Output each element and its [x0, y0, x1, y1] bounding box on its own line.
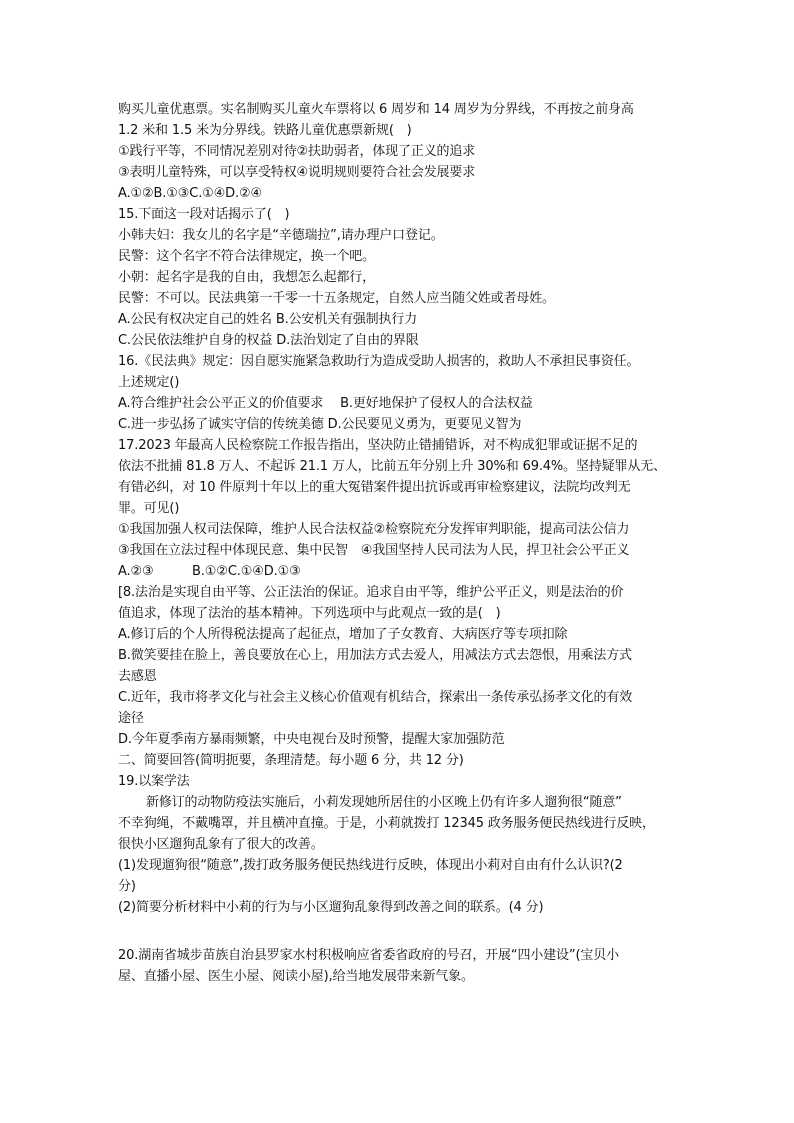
- section-heading: 二、简要回答(简明扼要，条理清楚。每小题 6 分，共 12 分): [118, 753, 464, 768]
- text-line: 屋、直播小屋、医生小屋、阅读小屋),给当地发展带来新气象。: [118, 969, 474, 984]
- question-16: 16.《民法典》规定：因自愿实施紧急救助行为造成受助人损害的，救助人不承担民事资任。: [118, 354, 640, 369]
- question-18: [8.法治是实现自由平等、公正法治的保证。追求自由平等，维护公平正义，则是法治的价: [118, 585, 624, 600]
- answer-option-d: D.今年夏季南方暴雨频繁，中央电视台及时预警，提醒大家加强防范: [118, 732, 505, 747]
- text-line: ③我国在立法过程中体现民意、集中民智 ④我国坚持人民司法为人民，捍卫社会公平正义: [118, 543, 630, 558]
- text-line: 有错必纠，对 10 件原判十年以上的重大冤错案件提出抗诉或再审检察建议，法院均改判无: [118, 480, 631, 495]
- text-line: 去感恩: [118, 669, 157, 684]
- answer-options: C.进一步弘扬了诚实守信的传统美德 D.公民要见义勇为，更要见义智为: [118, 417, 522, 432]
- text-line: 1.2 米和 1.5 米为分界线。铁路儿童优惠票新规( ): [118, 123, 412, 138]
- answer-option-a: A.修订后的个人所得税法提高了起征点，增加了子女教育、大病医疗等专项扣除: [118, 627, 568, 642]
- text-line: ③表明儿童特殊，可以享受特权④说明规则要符合社会发展要求: [118, 165, 476, 180]
- text-line: 小朝：起名字是我的自由，我想怎么起都行，: [118, 270, 376, 285]
- text-line: 依法不批捕 81.8 万人、不起诉 21.1 万人，比前五年分别上升 30%和 69.4%。坚持疑罪从无、: [118, 459, 666, 474]
- answer-options: A.符合维护社会公平正义的价值要求 B.更好地保护了侵权人的合法权益: [118, 396, 533, 411]
- sub-question-1: (1)发现遛狗很“随意”,拨打政务服务便民热线进行反映，体现出小莉对自由有什么认识?(2: [118, 858, 623, 873]
- text-line: 分): [118, 879, 136, 894]
- text-line: 罪。可见(): [118, 501, 180, 516]
- text-line: 新修订的动物防疫法实施后，小莉发现她所居住的小区晚上仍有许多人遛狗很“随意”: [146, 795, 622, 810]
- answer-options: C.公民依法维护自身的权益 D.法治划定了自由的界限: [118, 333, 419, 348]
- text-line: 上述规定(): [118, 375, 180, 390]
- answer-options: A.①②B.①③C.①④D.②④: [118, 186, 263, 201]
- document-body: [118, 99, 688, 987]
- text-line: ①践行平等，不同情况差别对待②扶助弱者，体现了正义的追求: [118, 144, 476, 159]
- text-line: 民警：这个名字不符合法律规定，换一个吧。: [118, 249, 376, 264]
- blank-space: [118, 918, 688, 945]
- text-line: ①我国加强人权司法保障，维护人民合法权益②检察院充分发挥审判职能，提高司法公信力: [118, 522, 630, 537]
- text-line: 购买儿童优惠票。实名制购买儿童火车票将以 6 周岁和 14 周岁为分界线，不再按之前身高: [118, 102, 634, 117]
- text-line: 小韩夫妇：我女儿的名字是“辛德瑞拉”,请办理户口登记。: [118, 228, 444, 243]
- answer-options: A.②③ B.①②C.①④D.①③: [118, 564, 301, 579]
- answer-options: A.公民有权决定自己的姓名 B.公安机关有强制执行力: [118, 312, 418, 327]
- answer-option-c: C.近年，我市将孝文化与社会主义核心价值观有机结合，探索出一条传承弘扬孝文化的有效: [118, 690, 633, 705]
- text-line: 很快小区遛狗乱象有了很大的改善。: [118, 837, 324, 852]
- question-19: 19.以案学法: [118, 774, 190, 789]
- question-15: 15.下面这一段对话揭示了( ): [118, 207, 290, 222]
- sub-question-2: (2)简要分析材料中小莉的行为与小区遛狗乱象得到改善之间的联系。(4 分): [118, 900, 544, 915]
- text-line: 值追求，体现了法治的基本精神。下列选项中与此观点一致的是( ): [118, 606, 501, 621]
- answer-option-b: B.微笑要挂在脸上，善良要放在心上，用加法方式去爱人，用减法方式去怨恨，用乘法方式: [118, 648, 632, 663]
- question-17: 17.2023 年最高人民检察院工作报告指出，坚决防止错捕错诉，对不构成犯罪或证据不足的: [118, 438, 638, 453]
- text-line: 民警：不可以。民法典第一千零一十五条规定，自然人应当随父姓或者母姓。: [118, 291, 555, 306]
- text-line: 途径: [118, 711, 144, 726]
- text-line: 不幸狗绳，不戴嘴罩，并且横冲直撞。于是，小莉就拨打 12345 政务服务便民热线进行反映，: [118, 816, 655, 831]
- question-20: 20.湖南省城步苗族自治县罗家水村积极响应省委省政府的号召，开展“四小建设”(宝贝小: [118, 948, 619, 963]
